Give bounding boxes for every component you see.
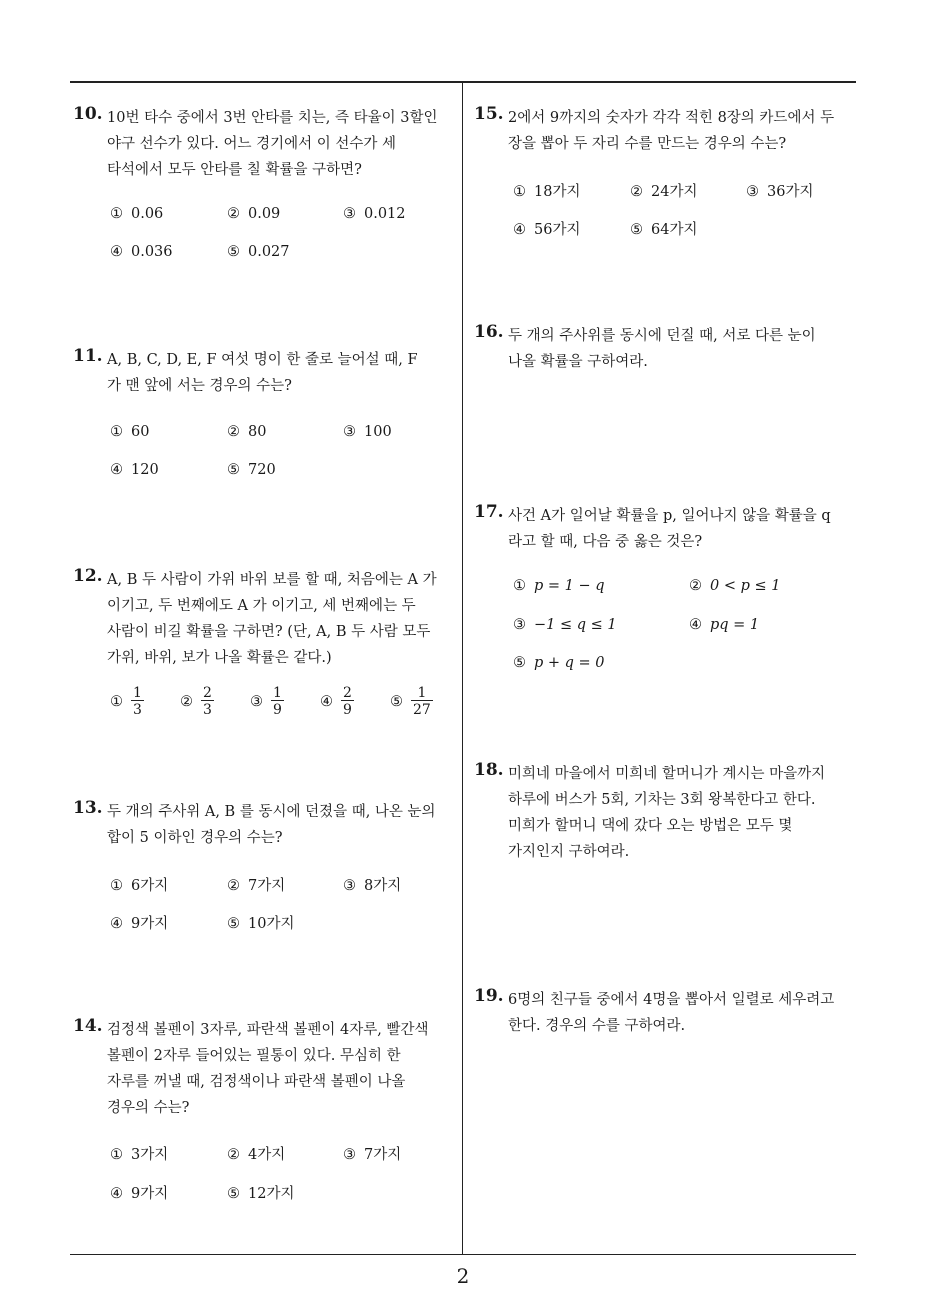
option-5[interactable]: ⑤ 720	[227, 462, 276, 478]
option-5[interactable]: ⑤ p + q = 0	[513, 655, 605, 671]
option-4[interactable]: ④ 0.036	[110, 244, 173, 260]
option-2[interactable]: ② $\frac{2}{3}$	[180, 685, 212, 718]
question-stem: 사건 A가 일어날 확률을 p, 일어나지 않을 확률을 q 라고 할 때, 다음 중 옳은 것은?	[508, 508, 831, 550]
option-1[interactable]: ① 18가지	[513, 184, 581, 200]
page-number: 2	[456, 1264, 470, 1288]
fraction: $\frac{1}{3}$	[133, 685, 142, 718]
option-4[interactable]: ④ 120	[110, 462, 159, 478]
question-number: 16.	[474, 322, 504, 342]
option-2[interactable]: ② 0 < p ≤ 1	[689, 578, 781, 594]
question-number: 13.	[73, 798, 103, 818]
fraction: $\frac{2}{3}$	[203, 685, 212, 718]
option-4[interactable]: ④ 9가지	[110, 916, 169, 932]
option-3[interactable]: ③ 8가지	[343, 878, 402, 894]
column-divider	[462, 82, 463, 1255]
question-number: 10.	[73, 104, 103, 124]
option-5[interactable]: ⑤ 64가지	[630, 222, 698, 238]
option-3[interactable]: ③ 36가지	[746, 184, 814, 200]
option-1[interactable]: ① $\frac{1}{3}$	[110, 685, 142, 718]
question-stem: 검정색 볼펜이 3자루, 파란색 볼펜이 4자루, 빨간색 볼펜이 2자루 들어있는 필통이 있다. 무심히 한 자루를 꺼낼 때, 검정색이나 파란색 볼펜이 나올 경우의 수는?	[107, 1022, 429, 1116]
top-rule	[70, 81, 856, 83]
option-3[interactable]: ③ 7가지	[343, 1147, 402, 1163]
question-number: 18.	[474, 760, 504, 780]
question-stem: 6명의 친구들 중에서 4명을 뽑아서 일렬로 세우려고 한다. 경우의 수를 구하여라.	[508, 992, 835, 1034]
option-2[interactable]: ② 4가지	[227, 1147, 286, 1163]
option-4[interactable]: ④ $\frac{2}{9}$	[320, 685, 352, 718]
fraction: $\frac{1}{9}$	[273, 685, 282, 718]
option-4[interactable]: ④ 9가지	[110, 1186, 169, 1202]
question-number: 19.	[474, 986, 504, 1006]
option-2[interactable]: ② 7가지	[227, 878, 286, 894]
option-5[interactable]: ⑤ 12가지	[227, 1186, 295, 1202]
option-2[interactable]: ② 24가지	[630, 184, 698, 200]
question-stem: A, B 두 사람이 가위 바위 보를 할 때, 처음에는 A 가 이기고, 두 번째에도 A 가 이기고, 세 번째에는 두 사람이 비길 확률을 구하면? (단, A, B 두 사람 모두 가위, 바위, 보가 나올 확률은 같다.)	[107, 572, 437, 666]
fraction: $\frac{1}{27}$	[413, 685, 431, 718]
question-number: 12.	[73, 566, 103, 586]
option-2[interactable]: ② 80	[227, 424, 267, 440]
option-3[interactable]: ③ 0.012	[343, 206, 406, 222]
option-4[interactable]: ④ 56가지	[513, 222, 581, 238]
option-4[interactable]: ④ pq = 1	[689, 617, 760, 633]
option-3[interactable]: ③ −1 ≤ q ≤ 1	[513, 617, 617, 633]
question-stem: 미희네 마을에서 미희네 할머니가 계시는 마을까지 하루에 버스가 5회, 기차는 3회 왕복한다고 한다. 미희가 할머니 댁에 갔다 오는 방법은 모두 몇 가지인지 구하여라.	[508, 766, 826, 860]
bottom-rule	[70, 1254, 856, 1255]
option-5[interactable]: ⑤ 10가지	[227, 916, 295, 932]
question-number: 14.	[73, 1016, 103, 1036]
option-1[interactable]: ① p = 1 − q	[513, 578, 605, 594]
option-3[interactable]: ③ $\frac{1}{9}$	[250, 685, 282, 718]
question-stem: 10번 타수 중에서 3번 안타를 치는, 즉 타율이 3할인 야구 선수가 있다. 어느 경기에서 이 선수가 세 타석에서 모두 안타를 칠 확률을 구하면?	[107, 110, 438, 178]
question-number: 17.	[474, 502, 504, 522]
question-stem: A, B, C, D, E, F 여섯 명이 한 줄로 늘어설 때, F 가 맨 앞에 서는 경우의 수는?	[107, 352, 418, 394]
option-5[interactable]: ⑤ $\frac{1}{27}$	[390, 685, 431, 718]
question-stem: 두 개의 주사위 A, B 를 동시에 던졌을 때, 나온 눈의 합이 5 이하인 경우의 수는?	[107, 804, 436, 846]
option-1[interactable]: ① 0.06	[110, 206, 164, 222]
question-number: 11.	[73, 346, 103, 366]
option-1[interactable]: ① 60	[110, 424, 150, 440]
fraction: $\frac{2}{9}$	[343, 685, 352, 718]
option-3[interactable]: ③ 100	[343, 424, 392, 440]
option-2[interactable]: ② 0.09	[227, 206, 281, 222]
question-stem: 두 개의 주사위를 동시에 던질 때, 서로 다른 눈이 나올 확률을 구하여라.	[508, 328, 816, 370]
option-1[interactable]: ① 6가지	[110, 878, 169, 894]
option-5[interactable]: ⑤ 0.027	[227, 244, 290, 260]
question-stem: 2에서 9까지의 숫자가 각각 적힌 8장의 카드에서 두 장을 뽑아 두 자리 수를 만드는 경우의 수는?	[508, 110, 835, 152]
question-number: 15.	[474, 104, 504, 124]
option-1[interactable]: ① 3가지	[110, 1147, 169, 1163]
